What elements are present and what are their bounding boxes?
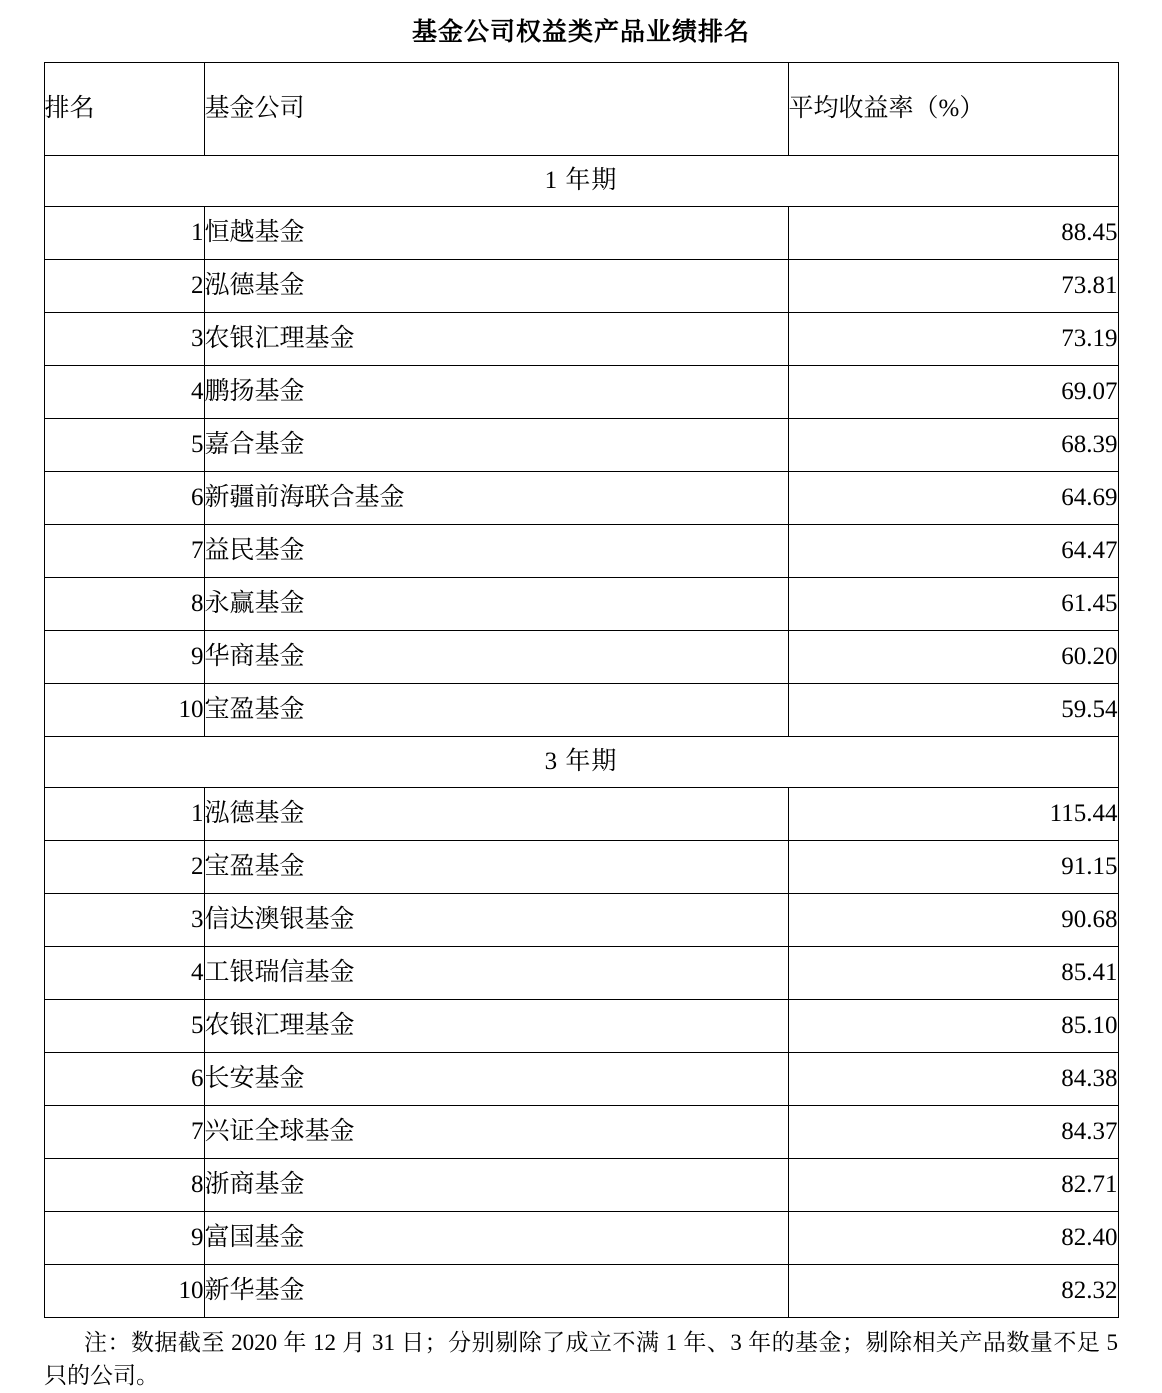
table-row bbox=[44, 313, 1118, 366]
table-row bbox=[44, 631, 1118, 684]
cell-company: 浙商基金 bbox=[204, 1159, 788, 1212]
table-row bbox=[44, 366, 1118, 419]
cell-rank: 4 bbox=[44, 947, 204, 1000]
cell-rank: 1 bbox=[44, 788, 204, 841]
table-row bbox=[44, 788, 1118, 841]
cell-company: 宝盈基金 bbox=[204, 841, 788, 894]
section-header-row-1y bbox=[44, 156, 1118, 207]
cell-company: 农银汇理基金 bbox=[204, 1000, 788, 1053]
cell-value: 68.39 bbox=[788, 419, 1118, 472]
cell-value: 84.38 bbox=[788, 1053, 1118, 1106]
column-header-value: 平均收益率（%） bbox=[788, 63, 1118, 156]
cell-value: 88.45 bbox=[788, 207, 1118, 260]
table-row bbox=[44, 1265, 1118, 1318]
section-label-3y: 3 年期 bbox=[44, 737, 1118, 788]
cell-value: 84.37 bbox=[788, 1106, 1118, 1159]
fund-ranking-table bbox=[44, 62, 1119, 1318]
table-row bbox=[44, 1159, 1118, 1212]
cell-value: 82.32 bbox=[788, 1265, 1118, 1318]
cell-rank: 7 bbox=[44, 525, 204, 578]
cell-rank: 10 bbox=[44, 1265, 204, 1318]
document-page bbox=[0, 12, 1162, 1389]
cell-rank: 8 bbox=[44, 1159, 204, 1212]
cell-value: 91.15 bbox=[788, 841, 1118, 894]
cell-company: 鹏扬基金 bbox=[204, 366, 788, 419]
table-row bbox=[44, 578, 1118, 631]
cell-company: 永赢基金 bbox=[204, 578, 788, 631]
table-row bbox=[44, 841, 1118, 894]
cell-company: 信达澳银基金 bbox=[204, 894, 788, 947]
table-row bbox=[44, 1000, 1118, 1053]
cell-value: 85.10 bbox=[788, 1000, 1118, 1053]
cell-company: 新疆前海联合基金 bbox=[204, 472, 788, 525]
cell-value: 73.19 bbox=[788, 313, 1118, 366]
cell-rank: 10 bbox=[44, 684, 204, 737]
table-row bbox=[44, 207, 1118, 260]
cell-value: 61.45 bbox=[788, 578, 1118, 631]
cell-value: 60.20 bbox=[788, 631, 1118, 684]
table-row bbox=[44, 894, 1118, 947]
cell-value: 73.81 bbox=[788, 260, 1118, 313]
cell-rank: 7 bbox=[44, 1106, 204, 1159]
table-row bbox=[44, 525, 1118, 578]
table-row bbox=[44, 1212, 1118, 1265]
cell-rank: 9 bbox=[44, 1212, 204, 1265]
cell-value: 64.47 bbox=[788, 525, 1118, 578]
table-body bbox=[44, 63, 1118, 1318]
cell-company: 嘉合基金 bbox=[204, 419, 788, 472]
table-row bbox=[44, 1053, 1118, 1106]
table-row bbox=[44, 684, 1118, 737]
cell-rank: 5 bbox=[44, 419, 204, 472]
cell-company: 华商基金 bbox=[204, 631, 788, 684]
cell-company: 长安基金 bbox=[204, 1053, 788, 1106]
cell-rank: 1 bbox=[44, 207, 204, 260]
cell-value: 69.07 bbox=[788, 366, 1118, 419]
cell-value: 82.40 bbox=[788, 1212, 1118, 1265]
cell-value: 64.69 bbox=[788, 472, 1118, 525]
section-header-row-3y bbox=[44, 737, 1118, 788]
table-header-row bbox=[44, 63, 1118, 156]
cell-company: 农银汇理基金 bbox=[204, 313, 788, 366]
cell-value: 82.71 bbox=[788, 1159, 1118, 1212]
cell-rank: 3 bbox=[44, 894, 204, 947]
cell-value: 85.41 bbox=[788, 947, 1118, 1000]
cell-rank: 6 bbox=[44, 472, 204, 525]
cell-rank: 5 bbox=[44, 1000, 204, 1053]
cell-company: 泓德基金 bbox=[204, 260, 788, 313]
section-label-1y: 1 年期 bbox=[44, 156, 1118, 207]
cell-company: 宝盈基金 bbox=[204, 684, 788, 737]
cell-rank: 4 bbox=[44, 366, 204, 419]
table-row bbox=[44, 1106, 1118, 1159]
cell-rank: 2 bbox=[44, 260, 204, 313]
cell-company: 富国基金 bbox=[204, 1212, 788, 1265]
table-row bbox=[44, 947, 1118, 1000]
cell-value: 90.68 bbox=[788, 894, 1118, 947]
column-header-company: 基金公司 bbox=[204, 63, 788, 156]
cell-rank: 6 bbox=[44, 1053, 204, 1106]
cell-value: 115.44 bbox=[788, 788, 1118, 841]
cell-company: 泓德基金 bbox=[204, 788, 788, 841]
table-row bbox=[44, 472, 1118, 525]
cell-rank: 9 bbox=[44, 631, 204, 684]
cell-rank: 2 bbox=[44, 841, 204, 894]
page-title: 基金公司权益类产品业绩排名 bbox=[411, 18, 750, 46]
cell-value: 59.54 bbox=[788, 684, 1118, 737]
cell-company: 工银瑞信基金 bbox=[204, 947, 788, 1000]
cell-company: 兴证全球基金 bbox=[204, 1106, 788, 1159]
cell-company: 益民基金 bbox=[204, 525, 788, 578]
cell-rank: 3 bbox=[44, 313, 204, 366]
cell-company: 新华基金 bbox=[204, 1265, 788, 1318]
table-row bbox=[44, 260, 1118, 313]
table-row bbox=[44, 419, 1118, 472]
cell-rank: 8 bbox=[44, 578, 204, 631]
cell-company: 恒越基金 bbox=[204, 207, 788, 260]
column-header-rank: 排名 bbox=[44, 63, 204, 156]
table-footnote: 注：数据截至 2020 年 12 月 31 日；分别剔除了成立不满 1 年、3 年的基金；剔除相关产品数量不足 5 只的公司。 bbox=[44, 1330, 1119, 1389]
